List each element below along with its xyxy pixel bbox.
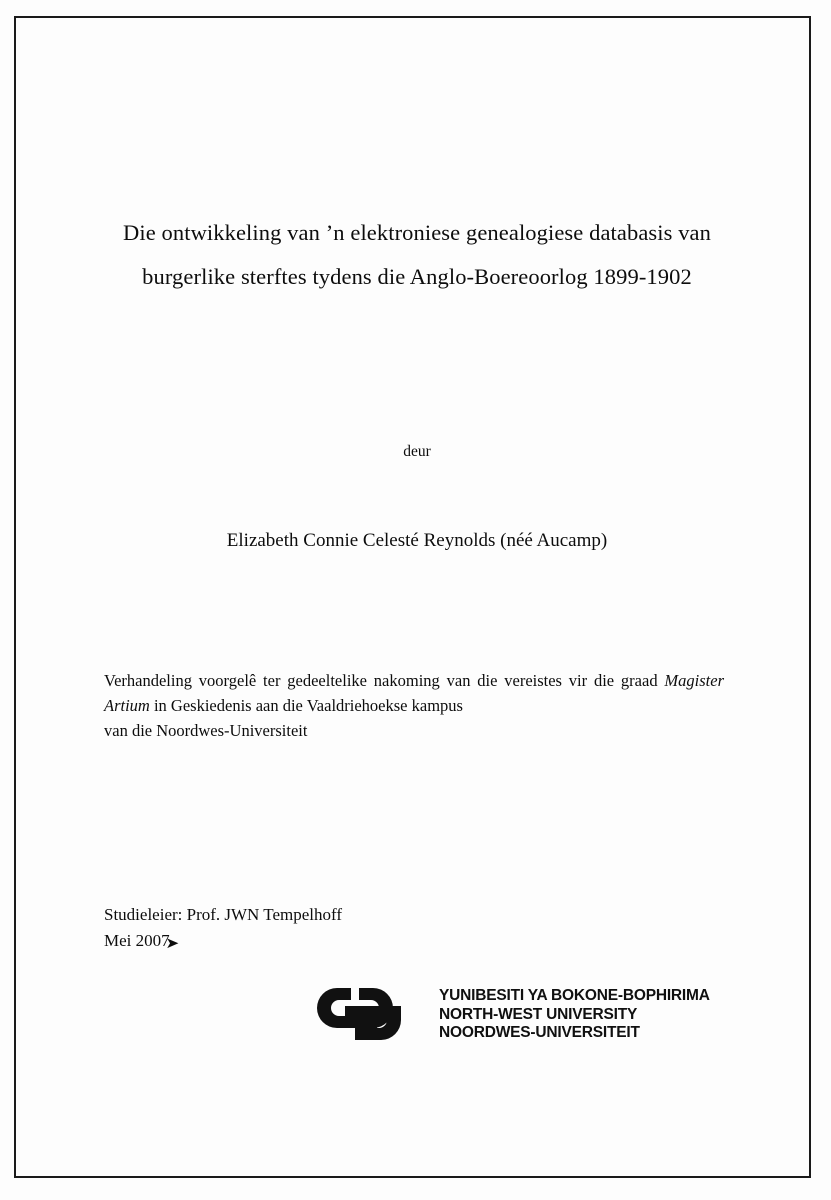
page-content [70,16,760,1178]
supervisor-block [104,902,704,953]
university-logo [255,978,710,1053]
logo-text-line-3: NOORDWES-UNIVERSITEIT [439,1024,640,1041]
date-line [104,928,704,954]
author-name: Elizabeth Connie Celesté Reynolds (néé Aucamp) [226,530,608,551]
university-logo-text [439,987,710,1043]
title-line-2: burgerlike sterftes tydens die Anglo-Boereoorlog 1899-1902 [142,264,692,289]
statement-part-1: Verhandeling voorgelê ter gedeeltelike nakoming van die vereistes vir die graad [104,671,665,690]
page-title [102,211,732,299]
supervisor-line: Studieleier: Prof. JWN Tempelhoff [104,905,343,924]
date-text: Mei 2007 [104,930,170,950]
statement-part-3: van die Noordwes-Universiteit [104,721,308,740]
degree-statement [104,668,724,743]
date-stray-mark-icon: ➤ [165,935,180,952]
statement-emphasis: Magister Artium [104,671,724,715]
statement-part-2: in Geskiedenis aan die Vaaldriehoekse kampus [149,696,463,715]
logo-text-line-2: NORTH-WEST UNIVERSITY [439,1005,638,1023]
north-west-university-logo-mark-icon [315,986,431,1050]
logo-text-line-1: YUNIBESITI YA BOKONE-BOPHIRIMA [439,987,710,1004]
byline-label: deur [403,443,431,460]
title-line-1: Die ontwikkeling van ’n elektroniese genealogiese databasis van [123,220,711,245]
